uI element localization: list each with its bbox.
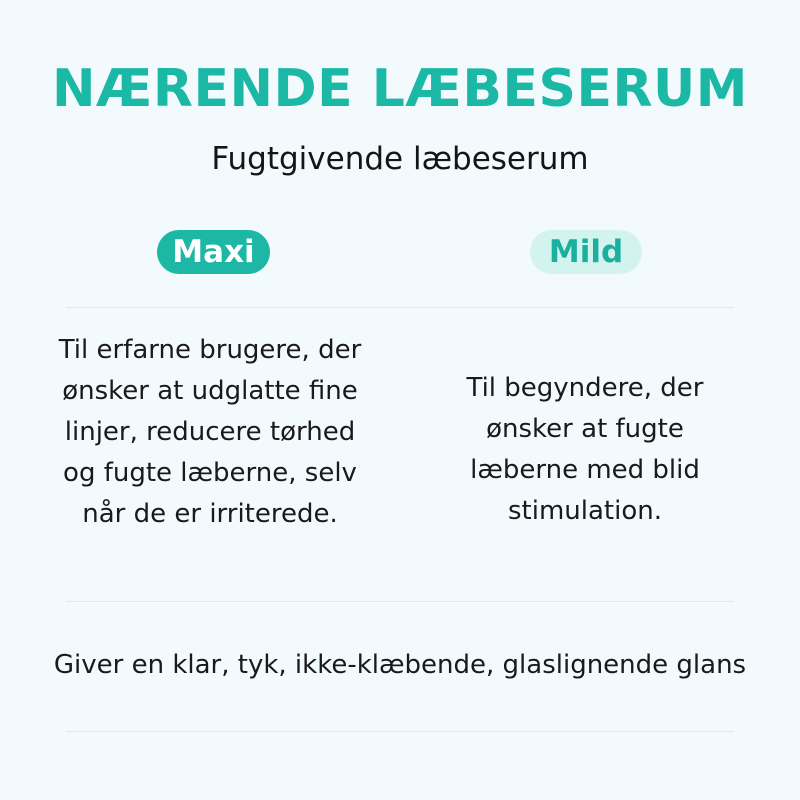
description-line: ønsker at fugte bbox=[486, 414, 684, 444]
description-line: ønsker at udglatte fine bbox=[62, 376, 358, 406]
variant-description-mild bbox=[410, 368, 760, 532]
description-line: og fugte læberne, selv bbox=[63, 458, 357, 488]
page-subtitle: Fugtgivende læbeserum bbox=[211, 141, 589, 177]
description-line: linjer, reducere tørhed bbox=[64, 417, 356, 447]
description-line: læberne med blid bbox=[470, 455, 700, 485]
description-line: Til begyndere, der bbox=[466, 373, 704, 403]
divider-bottom bbox=[66, 731, 734, 732]
page-title: NÆRENDE LÆBESERUM bbox=[51, 59, 748, 119]
variant-badge-mild: Mild bbox=[530, 230, 642, 274]
description-line: stimulation. bbox=[508, 496, 662, 526]
divider-top bbox=[66, 307, 734, 308]
description-line: Til erfarne brugere, der bbox=[58, 335, 362, 365]
footer-claim: Giver en klar, tyk, ikke-klæbende, glaslignende glans bbox=[53, 650, 747, 680]
variant-description-maxi bbox=[30, 330, 390, 535]
variant-badge-maxi: Maxi bbox=[157, 230, 270, 274]
description-line: når de er irriterede. bbox=[82, 499, 338, 529]
divider-middle bbox=[66, 601, 734, 602]
